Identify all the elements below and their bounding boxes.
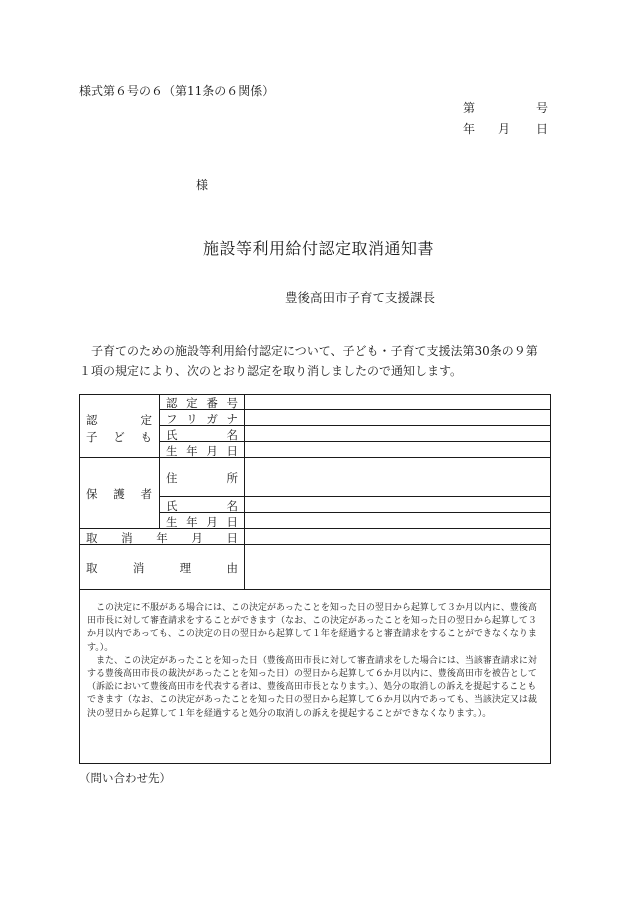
child-group-char: 認 bbox=[86, 413, 98, 427]
label-char: 取 bbox=[86, 531, 98, 545]
label-char: 保 bbox=[86, 487, 98, 501]
guardian-group-label bbox=[86, 486, 152, 502]
label-char: 名 bbox=[226, 428, 238, 442]
label-char: 定 bbox=[186, 396, 198, 410]
child-name-label bbox=[166, 427, 238, 443]
label-char: 認 bbox=[166, 396, 178, 410]
label-char: 番 bbox=[206, 396, 218, 410]
label-char: 名 bbox=[226, 499, 238, 513]
date-day: 日 bbox=[536, 122, 549, 136]
label-char: 日 bbox=[226, 531, 238, 545]
child-group-line2 bbox=[86, 429, 152, 445]
label-char: 号 bbox=[226, 396, 238, 410]
cancel-date-label bbox=[86, 530, 238, 546]
date-month: 月 bbox=[498, 122, 511, 136]
date-year: 年 bbox=[463, 122, 476, 136]
label-char: 住 bbox=[166, 471, 178, 485]
notice-paragraph: この決定に不服がある場合には、この決定があったことを知った日の翌日から起算して３か月以内に、豊後高田市長に対して審査請求をすることができます（なお、この決定があったことを知った日の翌日から起算して３か月以内であっても、この決定の日の翌日から起算して１年を経過すると審査請求をすることができなくなります。）。 bbox=[87, 603, 537, 653]
label-char: ナ bbox=[226, 412, 238, 426]
furigana-label bbox=[166, 411, 238, 427]
doc-no-prefix: 第 bbox=[463, 101, 476, 115]
label-char: 者 bbox=[140, 487, 152, 501]
notice-paragraph: また、この決定があったことを知った日（豊後高田市長に対して審査請求をした場合には、当該審査請求に対する豊後高田市長の裁決があったことを知った日）の翌日から起算して６か月以内に、豊後高田市を被告として（訴訟において豊後高田市を代表する者は、豊後高田市長となります。）、処分の取消しの訴えを提起することもできます（なお、この決定があったことを知った日の翌日から起算して６か月以内であっても、当該決定又は裁決の翌日から起算して１年を経過すると処分の取消しの訴えを提起することができなくなります。）。 bbox=[87, 655, 537, 719]
label-char: 取 bbox=[86, 561, 98, 575]
label-char: 日 bbox=[226, 515, 238, 529]
document-title: 施設等利用給付認定取消通知書 bbox=[203, 239, 435, 258]
child-birthdate-label bbox=[166, 443, 238, 459]
label-char: 生 bbox=[166, 444, 178, 458]
guardian-birthdate-label bbox=[166, 514, 238, 530]
child-group-char: 定 bbox=[140, 413, 152, 427]
label-char: 護 bbox=[113, 487, 125, 501]
guardian-address-label bbox=[166, 470, 238, 486]
label-char: 由 bbox=[226, 561, 238, 575]
form-number: 様式第６号の６（第11条の６関係） bbox=[79, 84, 275, 98]
child-group-char: も bbox=[140, 430, 152, 444]
label-char: 月 bbox=[191, 531, 203, 545]
addressee-suffix: 様 bbox=[196, 178, 209, 192]
guardian-name-label bbox=[166, 498, 238, 514]
label-char: 消 bbox=[132, 561, 145, 575]
label-char: 年 bbox=[156, 531, 168, 545]
label-char: 氏 bbox=[166, 428, 178, 442]
label-char: フ bbox=[166, 412, 178, 426]
label-char: 年 bbox=[186, 515, 198, 529]
child-group-char: ど bbox=[113, 430, 125, 444]
label-char: ガ bbox=[206, 412, 218, 426]
label-char: 氏 bbox=[166, 499, 178, 513]
child-group-line1 bbox=[86, 412, 152, 428]
label-char: 月 bbox=[206, 444, 218, 458]
form-table bbox=[79, 394, 551, 764]
label-char: 年 bbox=[186, 444, 198, 458]
doc-no-suffix: 号 bbox=[536, 101, 549, 115]
label-char: 日 bbox=[226, 444, 238, 458]
issuer-name: 豊後高田市子育て支援課長 bbox=[285, 290, 436, 305]
appeal-notice bbox=[87, 602, 543, 721]
child-group-char: 子 bbox=[86, 430, 98, 444]
label-char: 所 bbox=[226, 471, 238, 485]
label-char: 月 bbox=[206, 515, 218, 529]
inquiry-label: （問い合わせ先） bbox=[79, 771, 171, 785]
label-char: 消 bbox=[121, 531, 133, 545]
label-char: 理 bbox=[179, 561, 192, 575]
label-char: リ bbox=[186, 412, 198, 426]
body-text: 子育てのための施設等利用給付認定について、子ども・子育て支援法第30条の９第１項の規定により、次のとおり認定を取り消しましたので通知します。 bbox=[79, 344, 538, 378]
cancel-reason-label bbox=[86, 560, 238, 576]
cert-number-label bbox=[166, 395, 238, 411]
label-char: 生 bbox=[166, 515, 178, 529]
